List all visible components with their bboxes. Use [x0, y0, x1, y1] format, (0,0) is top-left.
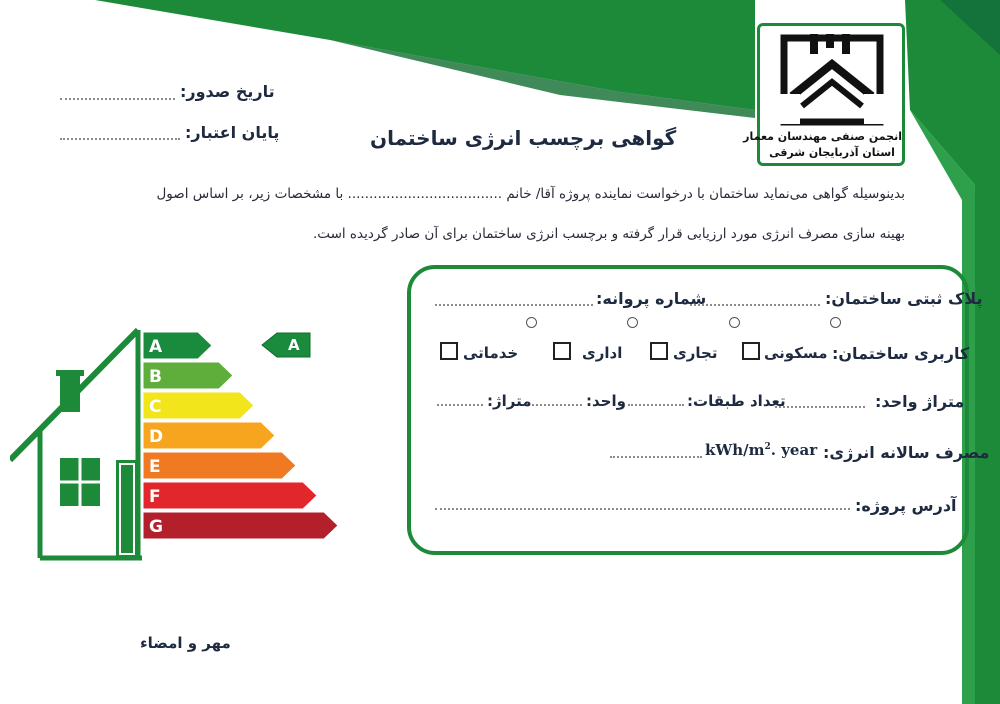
logo: [743, 23, 905, 166]
energy-class-g-letter: G: [149, 517, 163, 537]
expiry-field[interactable]: [60, 138, 180, 140]
issue-date-field[interactable]: [60, 98, 175, 100]
office-checkbox[interactable]: [553, 342, 571, 360]
energy-class-e-bar: [143, 452, 296, 479]
permit-label: شماره پروانه:: [596, 289, 707, 308]
page-title: گواهی برچسب انرژی ساختمان: [370, 126, 677, 150]
energy-rating-letter: A: [288, 336, 300, 354]
house-icon: [10, 330, 142, 558]
intro-line-2: بهینه سازی مصرف انرژی مورد ارزیابی قرار گرفته و برچسب انرژی ساختمان برای آن صادر گردیده است.: [313, 226, 905, 242]
services-checkbox[interactable]: [440, 342, 458, 360]
energy-unit: kWh/$m^2$. year: [705, 441, 818, 459]
address-label: آدرس پروژه:: [855, 496, 957, 515]
usage-label: کاربری ساختمان:: [832, 344, 970, 363]
energy-class-f-letter: F: [149, 487, 161, 507]
usage-radio-2[interactable]: [729, 317, 740, 328]
usage-radio-1[interactable]: [830, 317, 841, 328]
floors-field[interactable]: [628, 404, 684, 406]
annual-energy-field[interactable]: [610, 456, 702, 458]
residential-checkbox[interactable]: [742, 342, 760, 360]
unit-label: واحد:: [586, 392, 626, 410]
usage-radio-3[interactable]: [627, 317, 638, 328]
plate-field[interactable]: [690, 304, 820, 306]
energy-class-c-letter: C: [149, 397, 162, 417]
energy-label-graphic: [10, 300, 355, 570]
floors-label: تعداد طبقات:: [687, 392, 786, 410]
energy-scale: [143, 332, 338, 539]
unit-area-field[interactable]: [775, 406, 865, 408]
logo-line-1: انجمن صنفی مهندسان معمار: [743, 130, 902, 143]
energy-class-e-letter: E: [149, 457, 161, 477]
usage-option-residential: مسکونی: [764, 344, 828, 362]
logo-line-2: استان آذربایجان شرقی: [769, 146, 895, 159]
building-roof-logo-icon: [780, 34, 884, 126]
energy-class-d-letter: D: [149, 427, 164, 447]
issue-date-label: تاریخ صدور:: [180, 82, 275, 101]
area-label: متراژ:: [487, 392, 532, 410]
usage-radio-4[interactable]: [526, 317, 537, 328]
commercial-checkbox[interactable]: [650, 342, 668, 360]
address-field[interactable]: [435, 508, 850, 510]
area-field[interactable]: [437, 404, 483, 406]
energy-class-b-letter: B: [149, 367, 162, 387]
annual-energy-label: مصرف سالانه انرژی:: [823, 443, 990, 462]
permit-field[interactable]: [435, 304, 593, 306]
energy-class-a-letter: A: [149, 337, 163, 357]
usage-option-services: خدماتی: [463, 344, 519, 362]
usage-option-office: اداری: [582, 344, 623, 362]
energy-rating-marker: [262, 333, 310, 357]
unit-area-label: متراژ واحد:: [875, 392, 965, 411]
intro-line-1: بدینوسیله گواهی می‌نماید ساختمان با درخواست نماینده پروژه آقا/ خانم .................................... با مشخصات زیر، بر اساس اصول: [156, 186, 905, 202]
usage-option-commercial: تجاری: [673, 344, 718, 362]
plate-label: پلاک ثبتی ساختمان:: [825, 289, 983, 308]
energy-class-g-bar: [143, 512, 338, 539]
stamp-signature-label: مهر و امضاء: [140, 634, 231, 652]
unit-field[interactable]: [527, 404, 582, 406]
energy-class-f-bar: [143, 482, 317, 509]
expiry-label: پایان اعتبار:: [185, 123, 280, 142]
